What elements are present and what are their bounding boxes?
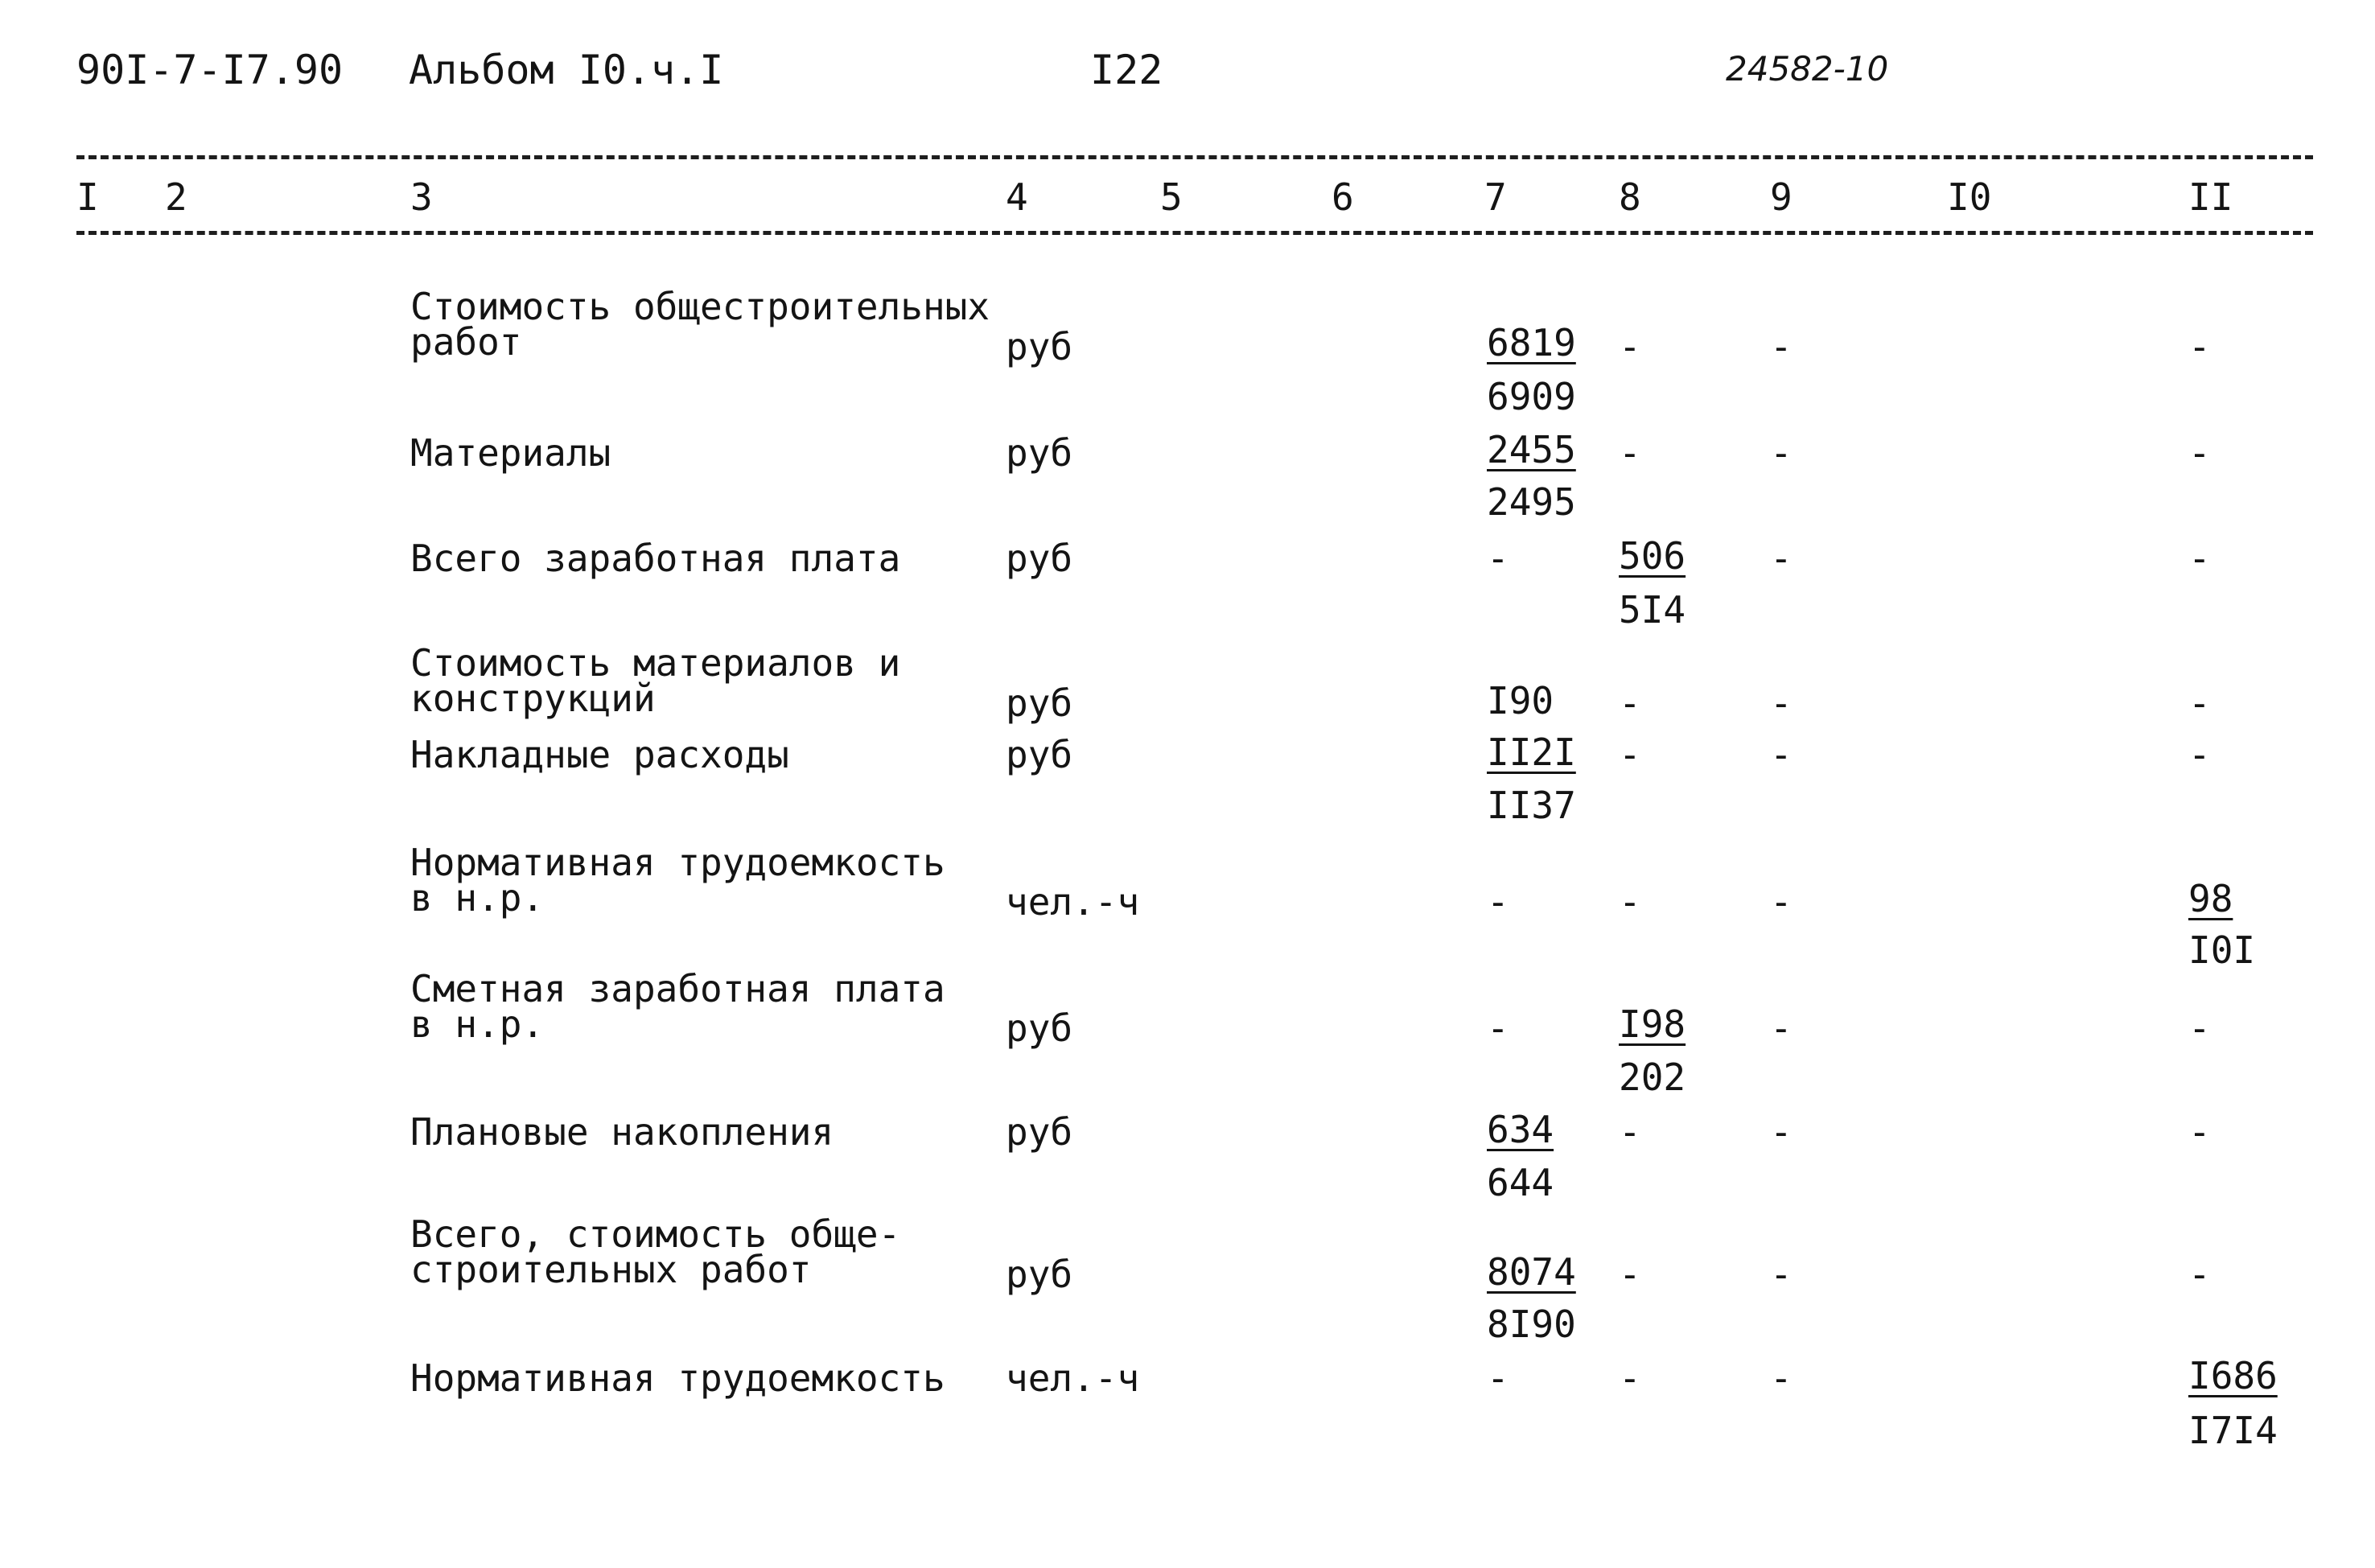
row-value-col7: 2455 <box>1487 428 1576 471</box>
row-value-col11: - <box>2188 325 2211 368</box>
row-value-col8: - <box>1619 431 1641 475</box>
column-header-2: 2 <box>165 175 187 219</box>
row-value-col9: - <box>1770 431 1793 475</box>
column-header-1: I <box>76 175 99 219</box>
row-label-line2: работ <box>410 320 522 364</box>
row-value-col7: I90 <box>1487 679 1554 722</box>
row-value-col8-lower: 202 <box>1619 1056 1686 1099</box>
row-label-line1: Стоимость общестроительных <box>410 285 990 328</box>
column-header-8: 8 <box>1619 175 1641 219</box>
row-value-col9: - <box>1770 1110 1793 1154</box>
row-label-line2: строительных работ <box>410 1248 812 1291</box>
album-label: Альбом I0.ч.I <box>409 47 724 93</box>
row-value-col9: - <box>1770 537 1793 580</box>
row-label-line1: Всего, стоимость обще- <box>410 1212 901 1256</box>
row-label-line1: Сметная заработная плата <box>410 967 945 1010</box>
row-value-col7: II2I <box>1487 730 1576 774</box>
row-value-col7: - <box>1487 537 1509 580</box>
row-value-col9: - <box>1770 1006 1793 1050</box>
column-header-7: 7 <box>1484 175 1507 219</box>
row-value-col7-lower: 644 <box>1487 1161 1554 1204</box>
row-label-line2: в н.р. <box>410 1002 545 1046</box>
handwritten-stamp-number: 24582-10 <box>1726 49 1889 88</box>
row-value-col9: - <box>1770 681 1793 725</box>
row-value-col9: - <box>1770 325 1793 368</box>
row-value-col11: - <box>2188 733 2211 776</box>
row-label-line2: конструкций <box>410 677 656 720</box>
row-value-col7-lower: 2495 <box>1487 480 1576 524</box>
row-value-col8: - <box>1619 1253 1641 1296</box>
row-unit: руб <box>1006 325 1073 368</box>
row-value-col9: - <box>1770 733 1793 776</box>
column-header-5: 5 <box>1160 175 1183 219</box>
row-value-col8: - <box>1619 733 1641 776</box>
row-unit: руб <box>1006 431 1073 475</box>
column-header-10: I0 <box>1947 175 1992 219</box>
row-value-col9: - <box>1770 1253 1793 1296</box>
page-number: I22 <box>1090 47 1163 93</box>
row-value-col9: - <box>1770 1356 1793 1400</box>
row-unit: руб <box>1006 537 1073 580</box>
header-bottom-divider <box>76 231 2313 235</box>
row-label-line1: Накладные расходы <box>410 733 789 776</box>
row-unit: руб <box>1006 681 1073 725</box>
row-label-line1: Всего заработная плата <box>410 537 901 580</box>
row-value-col7: - <box>1487 1356 1509 1400</box>
row-unit: чел.-ч <box>1006 880 1140 924</box>
row-value-col8: 506 <box>1619 534 1686 578</box>
row-value-col7: - <box>1487 1006 1509 1050</box>
row-value-col8: - <box>1619 681 1641 725</box>
row-value-col8: - <box>1619 1356 1641 1400</box>
row-value-col7-lower: 8I90 <box>1487 1303 1576 1346</box>
row-label-line2: в н.р. <box>410 876 545 920</box>
row-unit: руб <box>1006 1110 1073 1154</box>
row-value-col11: I686 <box>2188 1354 2278 1397</box>
row-unit: руб <box>1006 733 1073 776</box>
row-value-col8: - <box>1619 880 1641 924</box>
row-value-col11: - <box>2188 537 2211 580</box>
row-label-line1: Нормативная трудоемкость <box>410 841 945 884</box>
row-value-col7-lower: II37 <box>1487 784 1576 827</box>
column-header-9: 9 <box>1770 175 1793 219</box>
row-value-col7-lower: 6909 <box>1487 375 1576 418</box>
row-value-col7: 6819 <box>1487 321 1576 364</box>
row-value-col11: - <box>2188 681 2211 725</box>
row-unit: руб <box>1006 1006 1073 1050</box>
row-value-col11: - <box>2188 431 2211 475</box>
column-header-6: 6 <box>1332 175 1354 219</box>
row-value-col11-lower: I0I <box>2188 928 2256 972</box>
row-value-col8: - <box>1619 325 1641 368</box>
row-label-line1: Стоимость материалов и <box>410 641 901 685</box>
row-value-col7: 8074 <box>1487 1250 1576 1294</box>
row-value-col7: - <box>1487 880 1509 924</box>
row-value-col8: - <box>1619 1110 1641 1154</box>
row-value-col8-lower: 5I4 <box>1619 588 1686 632</box>
row-value-col11: - <box>2188 1110 2211 1154</box>
row-value-col11: - <box>2188 1253 2211 1296</box>
row-label-line1: Нормативная трудоемкость <box>410 1356 945 1400</box>
row-value-col11: - <box>2188 1006 2211 1050</box>
row-label-line1: Плановые накопления <box>410 1110 834 1154</box>
row-label-line1: Материалы <box>410 431 611 475</box>
column-header-11: II <box>2188 175 2233 219</box>
row-value-col9: - <box>1770 880 1793 924</box>
row-value-col8: I98 <box>1619 1002 1686 1046</box>
column-header-3: 3 <box>410 175 433 219</box>
row-value-col11: 98 <box>2188 877 2233 920</box>
column-header-4: 4 <box>1006 175 1028 219</box>
document-code: 90I-7-I7.90 <box>76 47 344 93</box>
row-unit: чел.-ч <box>1006 1356 1140 1400</box>
row-unit: руб <box>1006 1253 1073 1296</box>
row-value-col7: 634 <box>1487 1108 1554 1151</box>
row-value-col11-lower: I7I4 <box>2188 1409 2278 1452</box>
header-top-divider <box>76 155 2313 159</box>
